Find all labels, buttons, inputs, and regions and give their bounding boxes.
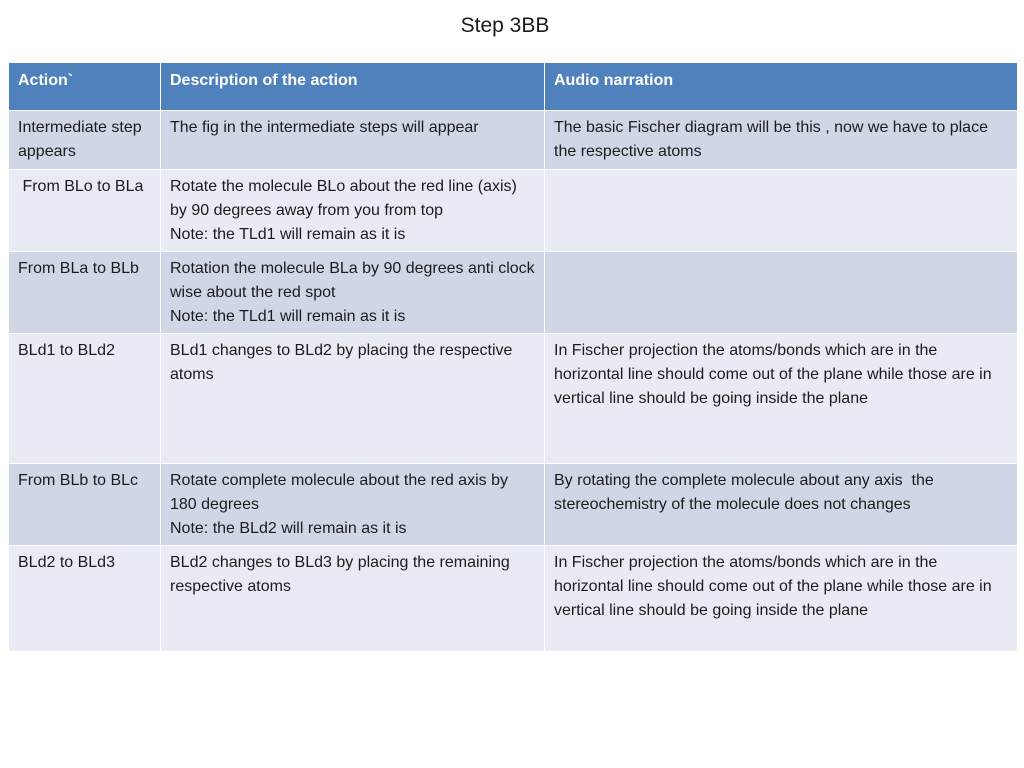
- column-header-narration: Audio narration: [545, 63, 1018, 111]
- description-cell: The fig in the intermediate steps will appear: [161, 111, 545, 170]
- steps-table: [8, 62, 1018, 652]
- table-row: [9, 252, 1018, 334]
- narration-cell: The basic Fischer diagram will be this , now we have to place the respective atoms: [545, 111, 1018, 170]
- column-header-action: Action`: [9, 63, 161, 111]
- table-header-row: [9, 63, 1018, 111]
- description-cell: Rotation the molecule BLa by 90 degrees anti clock wise about the red spot Note: the TLd1 will remain as it is: [161, 252, 545, 334]
- table-row: [9, 546, 1018, 652]
- description-cell: Rotate the molecule BLo about the red line (axis) by 90 degrees away from you from top Note: the TLd1 will remain as it is: [161, 170, 545, 252]
- slide-title: Step 3BB: [460, 14, 550, 37]
- action-cell: BLd2 to BLd3: [9, 546, 161, 652]
- action-cell: BLd1 to BLd2: [9, 334, 161, 464]
- table-row: [9, 111, 1018, 170]
- table-row: [9, 334, 1018, 464]
- description-cell: Rotate complete molecule about the red axis by 180 degrees Note: the BLd2 will remain as it is: [161, 464, 545, 546]
- column-header-description: Description of the action: [161, 63, 545, 111]
- table-row: [9, 170, 1018, 252]
- narration-cell: In Fischer projection the atoms/bonds which are in the horizontal line should come out of the plane while those are in vertical line should be going inside the plane: [545, 546, 1018, 652]
- description-cell: BLd1 changes to BLd2 by placing the respective atoms: [161, 334, 545, 464]
- table-row: [9, 464, 1018, 546]
- narration-cell: By rotating the complete molecule about any axis the stereochemistry of the molecule does not changes: [545, 464, 1018, 546]
- action-cell: From BLb to BLc: [9, 464, 161, 546]
- narration-cell: In Fischer projection the atoms/bonds which are in the horizontal line should come out of the plane while those are in vertical line should be going inside the plane: [545, 334, 1018, 464]
- action-cell: From BLa to BLb: [9, 252, 161, 334]
- action-cell: From BLo to BLa: [9, 170, 161, 252]
- description-cell: BLd2 changes to BLd3 by placing the remaining respective atoms: [161, 546, 545, 652]
- action-cell: Intermediate step appears: [9, 111, 161, 170]
- narration-cell: [545, 252, 1018, 334]
- narration-cell: [545, 170, 1018, 252]
